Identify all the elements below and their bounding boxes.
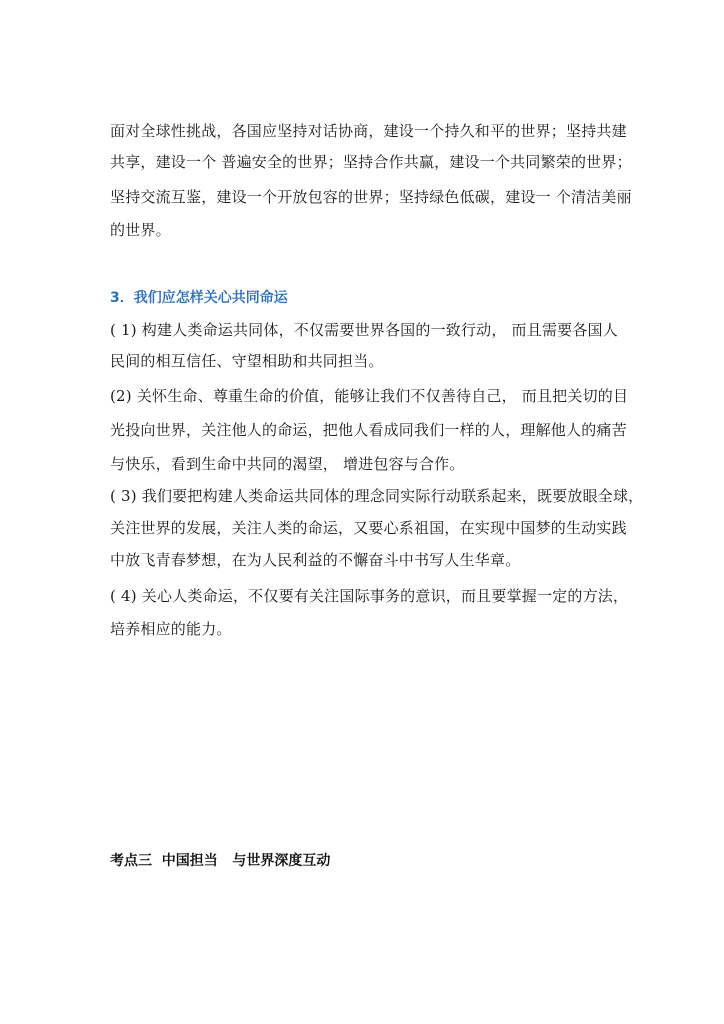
point-4-line-2: 培养相应的能力。 bbox=[110, 620, 232, 638]
point-3-line-2: 关注世界的发展，关注人类的命运，又要心系祖国，在实现中国梦的生动实践 bbox=[110, 519, 627, 537]
intro-line-2: 共享，建设一个 普遍安全的世界；坚持合作共赢，建设一个共同繁荣的世界； bbox=[110, 153, 632, 171]
section-3-heading: 3．我们应怎样关心共同命运 bbox=[110, 290, 288, 306]
kaodian-3-heading: 考点三 中国担当 与世界深度互动 bbox=[110, 853, 331, 869]
point-1-line-1: ( 1) 构建人类命运共同体，不仅需要世界各国的一致行动， 而且需要各国人 bbox=[110, 321, 618, 339]
point-2-line-2: 光投向世界，关注他人的命运，把他人看成同我们一样的人，理解他人的痛苦 bbox=[110, 421, 627, 439]
point-4-line-1: ( 4) 关心人类命运，不仅要有关注国际事务的意识，而且要掌握一定的方法， bbox=[110, 587, 629, 605]
intro-line-3: 坚持交流互鉴，建设一个开放包容的世界；坚持绿色低碳，建设一 个清洁美丽 bbox=[110, 188, 632, 206]
point-3-line-1: ( 3) 我们要把构建人类命运共同体的理念同实际行动联系起来，既要放眼全球， bbox=[110, 487, 644, 505]
point-1-line-2: 民间的相互信任、守望相助和共同担当。 bbox=[110, 352, 384, 370]
point-3-line-3: 中放飞青春梦想，在为人民利益的不懈奋斗中书写人生华章。 bbox=[110, 551, 521, 569]
intro-line-4: 的世界。 bbox=[110, 221, 171, 239]
point-2-line-3: 与快乐，看到生命中共同的渴望， 增进包容与合作。 bbox=[110, 455, 465, 473]
point-2-line-1: (2) 关怀生命、尊重生命的价值，能够让我们不仅善待自己， 而且把关切的目 bbox=[110, 387, 629, 405]
intro-line-1: 面对全球性挑战，各国应坚持对话协商，建设一个持久和平的世界；坚持共建 bbox=[110, 122, 627, 140]
